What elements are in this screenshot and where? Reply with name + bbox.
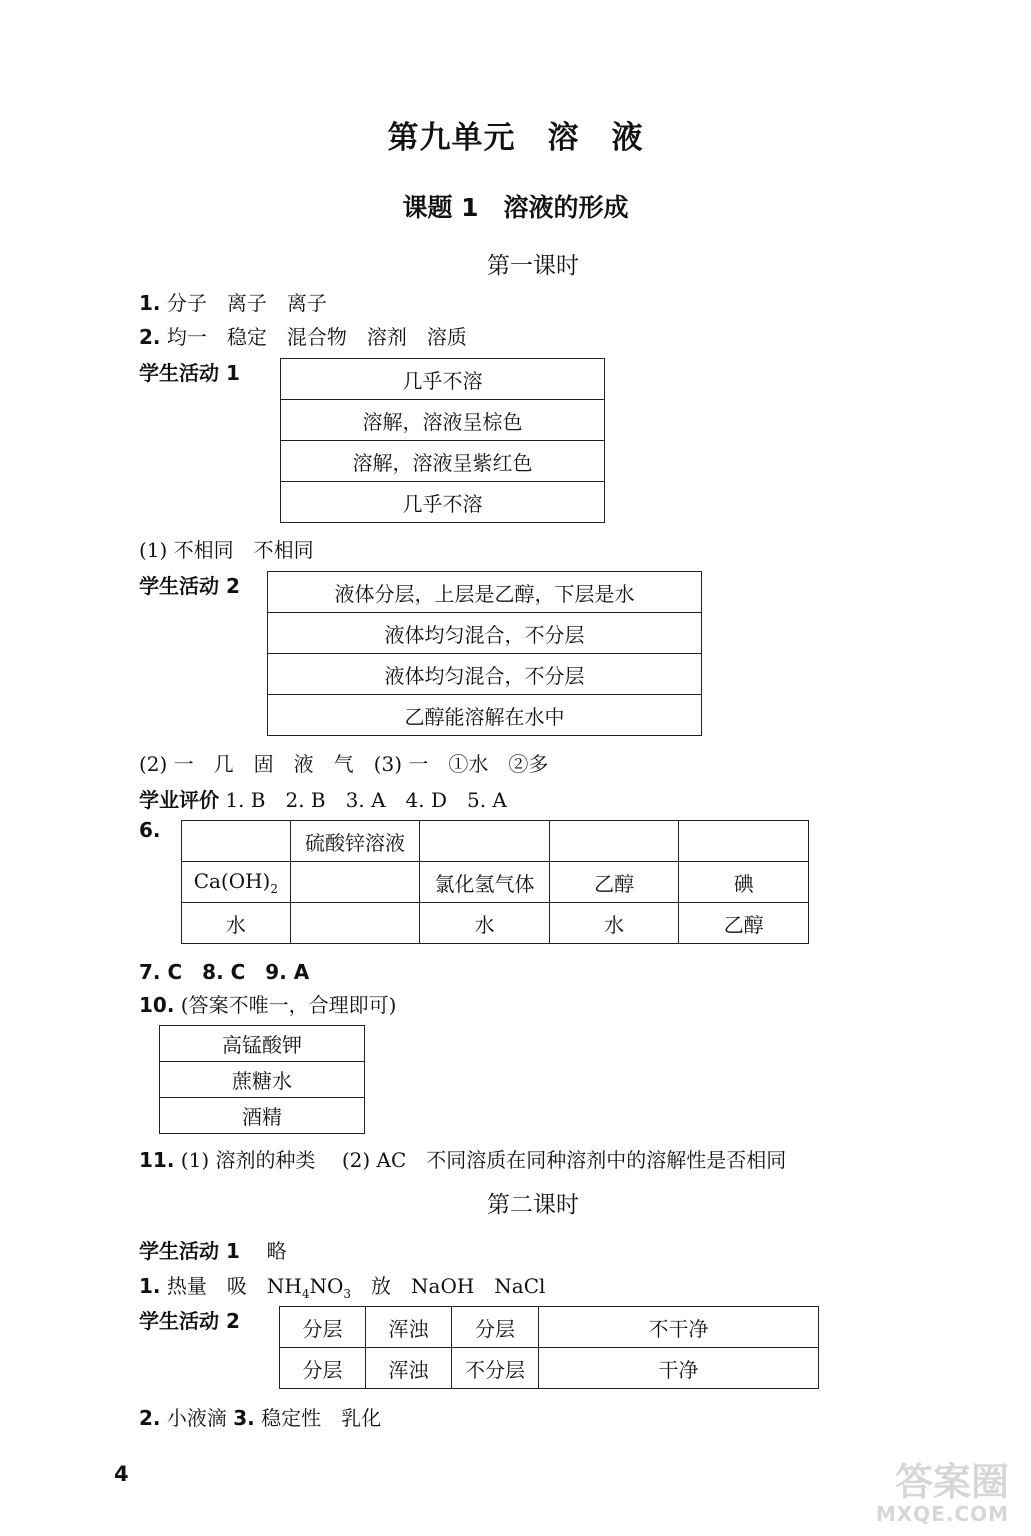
academic-evaluation — [139, 784, 507, 813]
table-cell: 液体分层，上层是乙醇，下层是水 — [268, 572, 702, 613]
answer-text: (1) 溶剂的种类 (2) AC 不同溶质在同种溶剂中的溶解性是否相同 — [180, 1148, 787, 1172]
answer-text: 小液滴 — [166, 1406, 227, 1430]
table-cell — [420, 821, 550, 862]
period-2-activity-2-table — [279, 1306, 819, 1389]
question-number: 2. — [139, 1406, 161, 1430]
activity-answer: 略 — [266, 1239, 287, 1263]
table-cell — [290, 862, 420, 903]
table-cell: 几乎不溶 — [281, 482, 605, 523]
question-number: 2. — [139, 325, 161, 349]
question-1 — [139, 287, 327, 316]
table-cell: 氯化氢气体 — [420, 862, 550, 903]
table-cell: 溶解，溶液呈紫红色 — [281, 441, 605, 482]
table-cell: 几乎不溶 — [281, 359, 605, 400]
note-1: (1) 不相同 不相同 — [139, 538, 314, 562]
table-cell: 干净 — [539, 1348, 819, 1389]
table-cell — [182, 821, 291, 862]
table-cell: 乙醇 — [549, 862, 679, 903]
watermark-text: 答案圈 — [894, 1460, 1009, 1504]
activity-2-label: 学生活动 2 — [139, 574, 240, 598]
table-cell: 水 — [549, 903, 679, 944]
unit-title: 第九单元 溶 液 — [387, 120, 644, 156]
table-cell: 浑浊 — [366, 1348, 452, 1389]
table-cell: 硫酸锌溶液 — [290, 821, 420, 862]
question-10-table — [159, 1025, 365, 1134]
answer-text: 均一 稳定 混合物 溶剂 溶质 — [166, 325, 467, 349]
table-cell — [182, 862, 291, 903]
table-cell: 碘 — [679, 862, 809, 903]
table-cell: 液体均匀混合，不分层 — [268, 654, 702, 695]
formula-text: Ca(OH) — [193, 868, 271, 893]
table-cell: 高锰酸钾 — [160, 1026, 365, 1062]
period-2-question-1 — [139, 1270, 545, 1301]
question-number: 11. — [139, 1148, 175, 1172]
answer-text-c: 放 NaOH NaCl — [351, 1274, 546, 1298]
activity-1-table — [280, 358, 605, 523]
questions-7-9: 7. C 8. C 9. A — [139, 960, 310, 984]
question-number: 1. — [139, 291, 161, 315]
period-2-questions-2-3 — [139, 1402, 381, 1431]
activity-label: 学生活动 1 — [139, 1239, 240, 1263]
question-number-3: 3. — [233, 1406, 255, 1430]
period-2-activity-2-label: 学生活动 2 — [139, 1309, 240, 1333]
answer-text-b: NO — [309, 1274, 344, 1298]
subscript-3: 3 — [343, 1287, 352, 1301]
table-cell: 不干净 — [539, 1307, 819, 1348]
subscript-4: 4 — [301, 1287, 310, 1301]
table-cell — [290, 903, 420, 944]
table-cell: 分层 — [452, 1307, 539, 1348]
table-cell: 蔗糖水 — [160, 1062, 365, 1098]
answer-text-3: 稳定性 乳化 — [261, 1406, 382, 1430]
activity-1-label: 学生活动 1 — [139, 361, 240, 385]
question-note: (答案不唯一，合理即可) — [180, 993, 397, 1017]
question-6-number: 6. — [139, 818, 161, 842]
table-cell: 分层 — [280, 1307, 366, 1348]
activity-2-table — [267, 571, 702, 736]
evaluation-label: 学业评价 — [139, 788, 219, 812]
table-cell: 溶解，溶液呈棕色 — [281, 400, 605, 441]
question-number: 10. — [139, 993, 175, 1017]
period-1-heading: 第一课时 — [487, 253, 579, 279]
table-cell — [679, 821, 809, 862]
table-cell: 液体均匀混合，不分层 — [268, 613, 702, 654]
period-2-activity-1 — [139, 1235, 287, 1264]
period-2-heading: 第二课时 — [487, 1192, 579, 1218]
table-cell: 乙醇能溶解在水中 — [268, 695, 702, 736]
question-6-table — [181, 820, 809, 944]
question-10 — [139, 989, 396, 1018]
table-cell — [549, 821, 679, 862]
table-cell: 不分层 — [452, 1348, 539, 1389]
formula-subscript: 2 — [270, 881, 278, 896]
table-cell: 乙醇 — [679, 903, 809, 944]
question-11 — [139, 1144, 786, 1173]
question-number: 1. — [139, 1274, 161, 1298]
answer-text: 分子 离子 离子 — [166, 291, 327, 315]
table-cell: 分层 — [280, 1348, 366, 1389]
note-2: (2) 一 几 固 液 气 (3) 一 ①水 ②多 — [139, 752, 549, 776]
watermark-url: MXQE.COM — [875, 1502, 1009, 1526]
table-cell: 水 — [420, 903, 550, 944]
topic-title: 课题 1 溶液的形成 — [402, 193, 629, 222]
table-cell: 水 — [182, 903, 291, 944]
watermark-logo — [876, 1462, 1009, 1526]
answer-text-a: 热量 吸 NH — [166, 1274, 302, 1298]
evaluation-answers: 1. B 2. B 3. A 4. D 5. A — [225, 788, 507, 812]
table-cell: 浑浊 — [366, 1307, 452, 1348]
page-number: 4 — [114, 1462, 129, 1486]
question-2 — [139, 321, 467, 350]
table-cell: 酒精 — [160, 1098, 365, 1134]
